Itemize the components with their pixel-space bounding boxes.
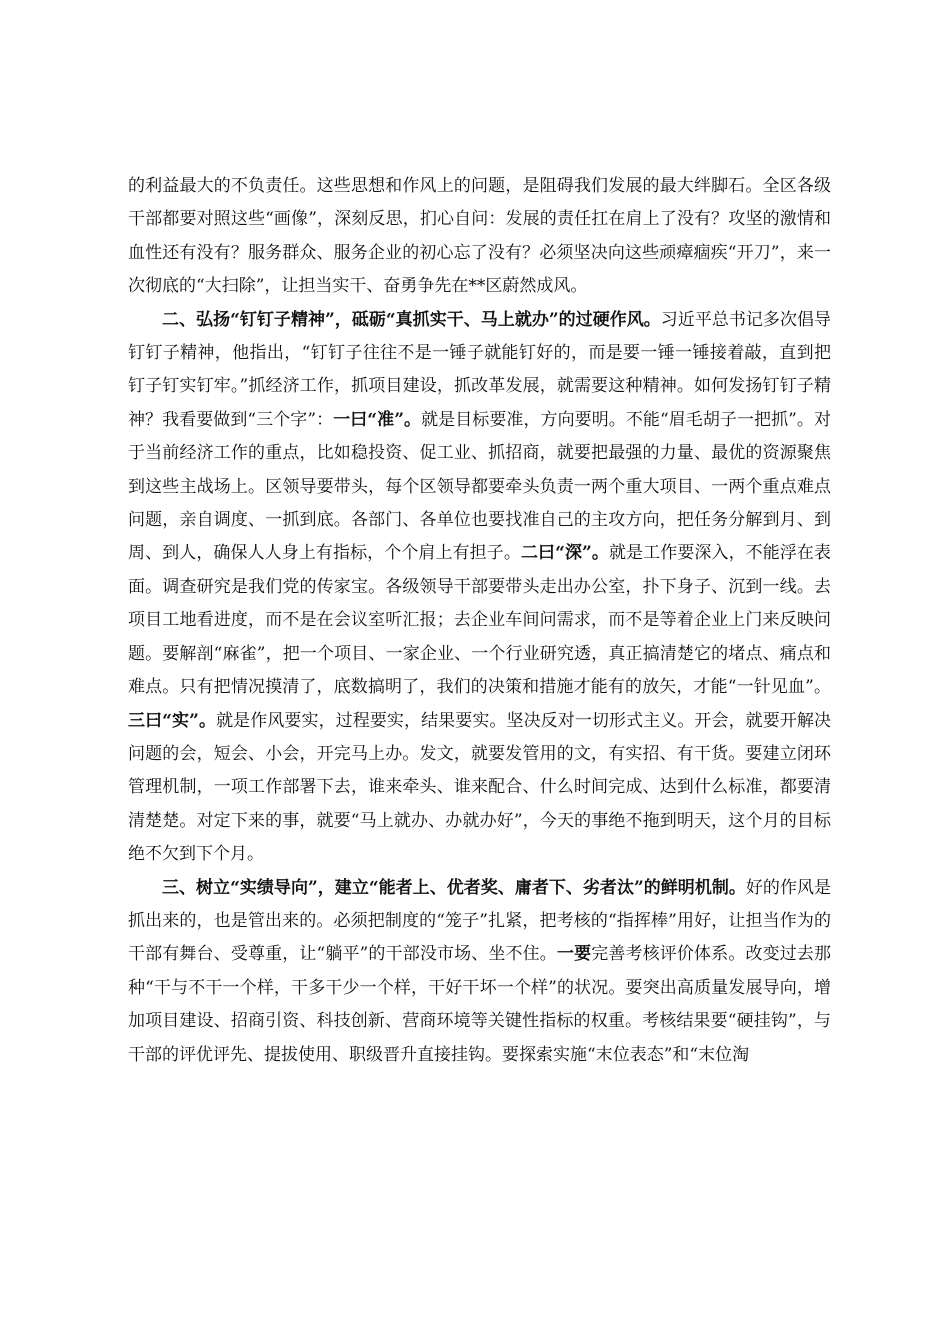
- section-3-heading: 三、树立“实绩导向”，建立“能者上、优者奖、庸者下、劣者汰”的鲜明机制。: [162, 877, 746, 898]
- paragraph-2-text-3: 就是工作要深入，不能浮在表面。调查研究是我们党的传家宝。各级领导干部要带头走出办公室，扑下身子、沉到一线。去项目工地看进度，而不是在会议室听汇报；去企业车间问需求，而不是等着企业上门来反映问题。要解剖“麻雀”，把一个项目、一家企业、一个行业研究透，真正搞清楚它的堵点、痛点和难点。只有把情况摸清了，底数搞明了，我们的决策和措施才能有的放矢，才能“一针见血”。: [128, 543, 832, 698]
- keyword-shi: 三曰“实”。: [128, 710, 217, 731]
- paragraph-2-text-4: 就是作风要实，过程要实，结果要实。坚决反对一切形式主义。开会，就要开解决问题的会，短会、小会，开完马上办。发文，就要发管用的文，有实招、有干货。要建立闭环管理机制，一项工作部署下去，谁来牵头、谁来配合、什么时间完成、达到什么标准，都要清清楚楚。对定下来的事，就要“马上就办、办就办好”，今天的事绝不拖到明天，这个月的目标绝不欠到下个月。: [128, 710, 831, 865]
- keyword-yi-yao: 一要: [556, 944, 592, 965]
- paragraph-2-text-2: 就是目标要准，方向要明。不能“眉毛胡子一把抓”。对于当前经济工作的重点，比如稳投资、促工业、抓招商，就要把最强的力量、最优的资源聚焦到这些主战场上。区领导要带头，每个区领导都要牵头负责一两个重大项目、一两个重点难点问题，亲自调度、一抓到底。各部门、各单位也要找准自己的主攻方向，把任务分解到月、到周、到人，确保人人身上有指标，个个肩上有担子。: [128, 409, 831, 564]
- paragraph-3-text-1: 好的作风是抓出来的，也是管出来的。必须把制度的“笼子”扎紧，把考核的“指挥棒”用好，让担当作为的干部有舞台、受尊重，让“躺平”的干部没市场、坐不住。: [128, 877, 831, 965]
- section-2-heading: 二、弘扬“钉钉子精神”，砥砺“真抓实干、马上就办”的过硬作风。: [162, 309, 661, 330]
- paragraph-1: [128, 170, 831, 304]
- document-page: [128, 170, 831, 1072]
- paragraph-2-text-1: 习近平总书记多次倡导钉钉子精神，他指出，“钉钉子往往不是一锤子就能钉好的，而是要一锤一锤接着敲，直到把钉子钉实钉牢。”抓经济工作，抓项目建设，抓改革发展，就需要这种精神。如何发扬钉钉子精神？我看要做到“三个字”：: [128, 309, 831, 430]
- paragraph-1-text: 的利益最大的不负责任。这些思想和作风上的问题，是阻碍我们发展的最大绊脚石。全区各级干部都要对照这些“画像”，深刻反思，扪心自问：发展的责任扛在肩上了没有？攻坚的激情和血性还有没有？服务群众、服务企业的初心忘了没有？必须坚决向这些顽瘴痼疾“开刀”，来一次彻底的“大扫除”，让担当实干、奋勇争先在**区蔚然成风。: [128, 176, 831, 297]
- keyword-shen: 二曰“深”。: [520, 543, 609, 564]
- paragraph-3: [128, 872, 831, 1072]
- keyword-zhun: 一曰“准”。: [333, 409, 422, 430]
- paragraph-3-text-2: 完善考核评价体系。改变过去那种“干与不干一个样，干多干少一个样，干好干坏一个样”的状况。要突出高质量发展导向，增加项目建设、招商引资、科技创新、营商环境等关键性指标的权重。考核结果要“硬挂钩”，与干部的评优评先、提拔使用、职级晋升直接挂钩。要探索实施“末位表态”和“末位淘: [128, 944, 832, 1065]
- paragraph-2: [128, 304, 831, 872]
